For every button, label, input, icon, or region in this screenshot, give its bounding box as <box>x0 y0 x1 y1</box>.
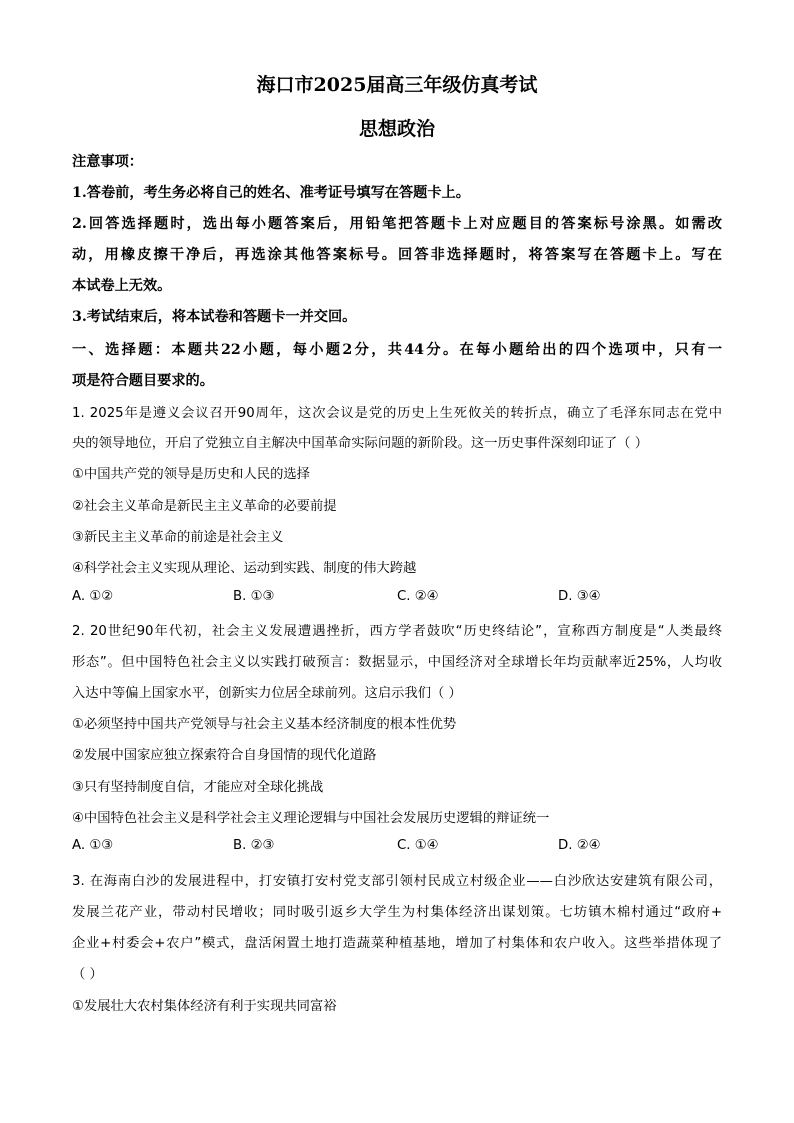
q1-statement-4: ④科学社会主义实现从理论、运动到实践、制度的伟大跨越 <box>72 561 417 576</box>
q2-option-d: D. ②④ <box>558 838 601 853</box>
q1-statement-1: ①中国共产党的领导是历史和人民的选择 <box>72 467 310 482</box>
q1-stem-line-1: 1. 2025年是遵义会议召开90周年，这次会议是党的历史上生死攸关的转折点，确立了毛泽东同志在党中 <box>72 406 722 421</box>
q2-statement-2: ②发展中国家应独立探索符合自身国情的现代化道路 <box>72 748 377 763</box>
q2-statement-1: ①必须坚持中国共产党领导与社会主义基本经济制度的根本性优势 <box>72 717 457 732</box>
q1-statement-3: ③新民主主义革命的前途是社会主义 <box>72 530 284 545</box>
q2-stem-line-3: 入达中等偏上国家水平，创新实力位居全球前列。这启示我们（ ） <box>72 686 462 701</box>
q2-statement-4: ④中国特色社会主义是科学社会主义理论逻辑与中国社会发展历史逻辑的辩证统一 <box>72 811 550 826</box>
notice-item-3: 3.考试结束后，将本试卷和答题卡一并交回。 <box>72 309 357 325</box>
notice-item-2-line-1: 2.回答选择题时，选出每小题答案后，用铅笔把答题卡上对应题目的答案标号涂黑。如需改 <box>72 216 722 232</box>
q2-option-a: A. ①③ <box>72 838 114 853</box>
notice-item-2-line-3: 本试卷上无效。 <box>72 278 172 294</box>
q1-option-d: D. ③④ <box>558 589 601 604</box>
q2-stem-line-1: 2. 20世纪90年代初，社会主义发展遭遇挫折，西方学者鼓吹“历史终结论”，宣称西方制度是“人类最终 <box>72 624 722 639</box>
q1-option-c: C. ②④ <box>397 589 439 604</box>
q1-option-a: A. ①② <box>72 589 114 604</box>
exam-title: 海口市2025届高三年级仿真考试 <box>256 74 538 96</box>
q3-stem-line-2: 发展兰花产业，带动村民增收；同时吸引返乡大学生为村集体经济出谋划策。七坊镇木棉村通过“政府+ <box>72 905 722 920</box>
q3-stem-line-3: 企业+村委会+农户”模式，盘活闲置土地打造蔬菜种植基地，增加了村集体和农户收入。这些举措体现了 <box>72 936 722 951</box>
q2-option-c: C. ①④ <box>397 838 439 853</box>
q3-stem-line-1: 3. 在海南白沙的发展进程中，打安镇打安村党支部引领村民成立村级企业——白沙欣达安建筑有限公司， <box>72 874 722 889</box>
q1-statement-2: ②社会主义革命是新民主主义革命的必要前提 <box>72 499 337 514</box>
q2-stem-line-2: 形态”。但中国特色社会主义以实践打破预言：数据显示，中国经济对全球增长年均贡献率近25%，人均收 <box>72 655 722 670</box>
notice-heading: 注意事项： <box>72 154 143 170</box>
exam-subject: 思想政治 <box>358 118 435 140</box>
section-heading-line-2: 项是符合题目要求的。 <box>72 373 214 389</box>
notice-item-1: 1.答卷前，考生务必将自己的姓名、准考证号填写在答题卡上。 <box>72 185 470 201</box>
q3-stem-line-4: （ ） <box>72 967 103 982</box>
q2-option-b: B. ②③ <box>233 838 275 853</box>
q1-stem-line-2: 央的领导地位，开启了党独立自主解决中国革命实际问题的新阶段。这一历史事件深刻印证了（ ） <box>72 436 648 451</box>
notice-item-2-line-2: 动，用橡皮擦干净后，再选涂其他答案标号。回答非选择题时，将答案写在答题卡上。写在 <box>72 247 722 263</box>
section-heading-line-1: 一、选择题：本题共22小题，每小题2分，共44分。在每小题给出的四个选项中，只有一 <box>72 342 722 358</box>
q1-option-b: B. ①③ <box>233 589 275 604</box>
q2-statement-3: ③只有坚持制度自信，才能应对全球化挑战 <box>72 780 324 795</box>
q3-statement-1: ①发展壮大农村集体经济有利于实现共同富裕 <box>72 999 337 1014</box>
